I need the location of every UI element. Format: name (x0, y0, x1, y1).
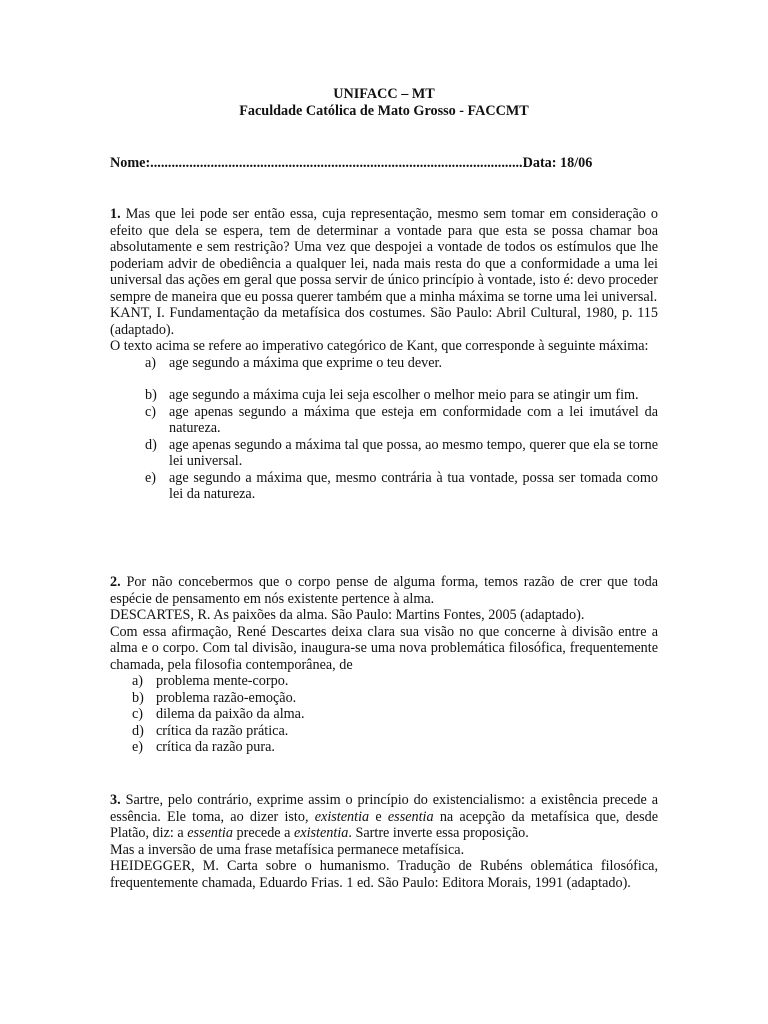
option-text: age segundo a máxima cuja lei seja escolher o melhor meio para se atingir um fim. (169, 387, 639, 403)
question-3-passage-part: na acepção da metafísica que, desde Platão, diz: a (110, 808, 658, 841)
option-letter: b) (145, 387, 157, 403)
question-2-options (110, 673, 658, 756)
option-b (110, 690, 658, 707)
option-text: dilema da paixão da alma. (156, 706, 305, 722)
option-letter: c) (145, 403, 157, 420)
question-number: 2. (110, 574, 121, 590)
option-text: age apenas segundo a máxima que esteja em conformidade com a lei imutável da natureza. (169, 403, 658, 436)
option-d (110, 723, 658, 740)
question-1-prompt: O texto acima se refere ao imperativo categórico de Kant, que corresponde à seguinte máxima: (110, 338, 649, 354)
question-1-source: KANT, I. Fundamentação da metafísica dos costumes. São Paulo: Abril Cultural, 1980, p. 115 (adaptado). (110, 305, 658, 338)
option-text: age apenas segundo a máxima tal que possa, ao mesmo tempo, querer que ela se torne lei universal. (169, 436, 658, 469)
option-e (110, 470, 658, 503)
option-a (110, 355, 658, 372)
option-c (110, 404, 658, 437)
option-b (110, 387, 658, 404)
option-text: crítica da razão prática. (156, 722, 289, 739)
question-3-line: Mas a inversão de uma frase metafísica permanece metafísica. (110, 841, 465, 858)
term-existentia: existentia (294, 825, 349, 841)
option-text: problema mente-corpo. (156, 673, 289, 689)
question-1-options (110, 355, 658, 503)
option-text: crítica da razão pura. (156, 739, 275, 755)
institution-title: UNIFACC – MT (333, 86, 435, 102)
question-1-passage: Mas que lei pode ser então essa, cuja representação, mesmo sem tomar em consideração o efeito que dela se espera, tem de determinar a vontade para que esta se possa chamar boa absolutamente e sem restrição? Uma vez que despojei a vontade de todos os estímulos que lhe poderiam advir de obediência a qualquer lei, nada mais resta do que a conformidade a uma lei universal das ações em geral que possa servir de único princípio à vontade, isto é: devo proceder sempre de maneira que eu possa querer também que a minha máxima se torne uma lei universal. (110, 206, 658, 305)
option-letter: d) (132, 722, 144, 739)
question-2-text (110, 574, 658, 607)
question-2 (110, 574, 658, 756)
option-letter: e) (132, 739, 144, 755)
option-d (110, 437, 658, 470)
question-3-passage-part: precede a (236, 825, 291, 841)
option-letter: b) (132, 689, 144, 706)
question-3-text (110, 792, 658, 842)
faculty-title: Faculdade Católica de Mato Grosso - FACCMT (239, 103, 529, 119)
conjunction: e (375, 808, 382, 825)
question-2-prompt: Com essa afirmação, René Descartes deixa clara sua visão no que concerne à divisão entre a alma e o corpo. Com tal divisão, inaugura-se uma nova problemática filosófica, frequentemente chamada, pela filosofia contemporânea, de (110, 623, 658, 673)
option-text: age segundo a máxima que, mesmo contrária à tua vontade, possa ser tomada como lei da natureza. (169, 469, 658, 502)
term-essentia: essentia (187, 825, 233, 841)
question-1-text (110, 206, 658, 305)
question-number: 3. (110, 792, 121, 808)
question-number: 1. (110, 206, 121, 222)
question-2-passage: Por não concebermos que o corpo pense de alguma forma, temos razão de crer que toda espécie de pensamento em nós existente pertence à alma. (110, 574, 658, 607)
name-date-line: Nome:.........................................................................................................Data: 18/06 (110, 155, 593, 171)
term-essentia: essentia (387, 808, 434, 825)
option-letter: c) (132, 706, 144, 722)
option-text: problema razão-emoção. (156, 689, 297, 706)
question-2-source: DESCARTES, R. As paixões da alma. São Paulo: Martins Fontes, 2005 (adaptado). (110, 607, 585, 623)
question-3-passage-part: . Sartre inverte essa proposição. (348, 825, 529, 841)
option-c (110, 706, 658, 723)
question-3-passage-part: Sartre, pelo contrário, exprime assim o princípio do existencialismo: a existência precede a essência. Ele toma, ao dizer isto, (110, 792, 659, 825)
option-letter: a) (145, 354, 157, 371)
question-3 (110, 792, 658, 891)
option-letter: a) (132, 673, 144, 689)
document-header (0, 86, 768, 120)
term-existentia: existentia (314, 808, 370, 825)
question-1 (110, 206, 658, 503)
option-e (110, 739, 658, 756)
option-text: age segundo a máxima que exprime o teu dever. (169, 354, 443, 371)
option-letter: e) (145, 469, 157, 486)
option-a (110, 673, 658, 690)
option-letter: d) (145, 436, 157, 453)
question-3-source: HEIDEGGER, M. Carta sobre o humanismo. Tradução de Rubéns oblemática filosófica, frequentemente chamada, Eduardo Frias. 1 ed. São Paulo: Editora Morais, 1991 (adaptado). (110, 858, 658, 891)
